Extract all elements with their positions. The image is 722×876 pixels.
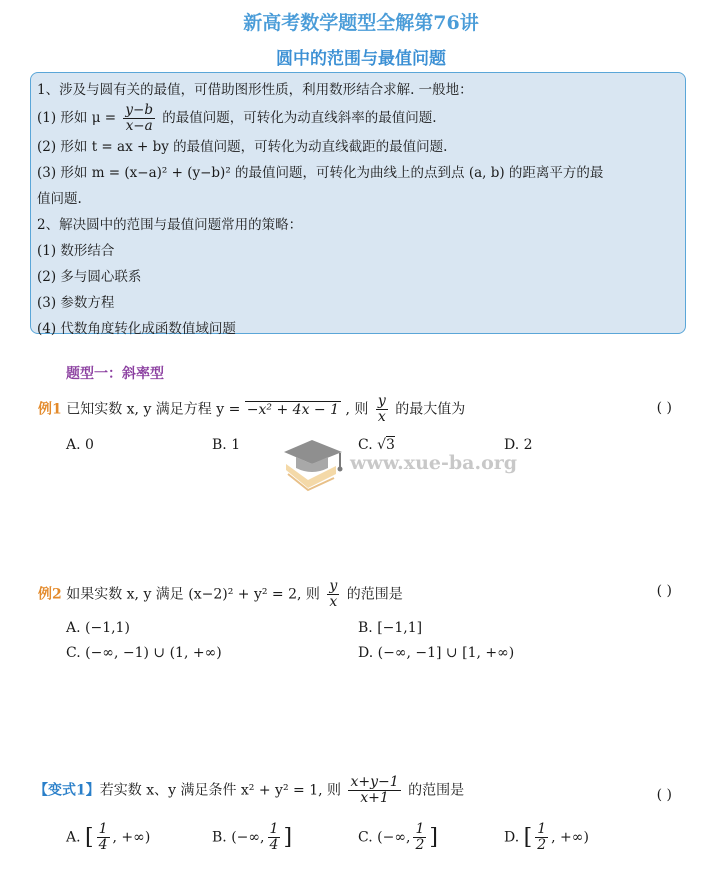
watermark [278, 430, 518, 500]
variant-1-option-c-letter: C. [358, 829, 373, 846]
question-2-option-b: B. [−1,1] [358, 620, 423, 636]
variant-1-option-b-fraction [268, 822, 281, 853]
variant-1-option-b-left: (−∞, [231, 829, 265, 846]
variant-1-option-d [504, 822, 589, 853]
variant-1-option-b-letter: B. [212, 829, 227, 846]
variant-1-option-d-right: , +∞) [551, 829, 589, 846]
question-1-post: 的最大值为 [395, 401, 466, 418]
variant-1-option-d-letter: D. [504, 829, 520, 846]
question-1-option-a: A. 0 [66, 437, 94, 453]
variant-1-fraction-num: x+y−1 [350, 774, 399, 790]
section-title: 题型一：斜率型 [66, 366, 164, 382]
summary-line-2-post: 的最值问题，可转化为动直线斜率的最值问题. [162, 110, 437, 126]
variant-1-post: 的范围是 [408, 782, 465, 799]
summary-line-2 [37, 103, 679, 134]
question-2-pre: 如果实数 x, y 满足 (x−2)² + y² = 2, 则 [61, 586, 320, 603]
variant-1-option-c [358, 822, 438, 853]
question-2-option-a: A. (−1,1) [66, 620, 130, 636]
summary-line-1: 1、涉及与圆有关的最值，可借助图形性质，利用数形结合求解. 一般地： [37, 82, 473, 98]
variant-1-option-c-num: 1 [415, 821, 425, 837]
question-2-fraction-den: x [329, 594, 338, 610]
variant-1-option-a [66, 822, 150, 853]
question-1-option-c-val: 3 [386, 437, 395, 453]
summary-line-10: (4) 代数角度转化成函数值域问题 [37, 321, 236, 337]
page-title: 新高考数学题型全解第76讲 [243, 12, 479, 34]
slope-fraction [123, 103, 155, 134]
variant-1-option-b-num: 1 [269, 821, 279, 837]
variant-1-fraction-den: x+1 [360, 790, 389, 806]
question-1-sqrt: −x² + 4x − 1 [246, 401, 340, 418]
question-1-mid: , 则 [341, 401, 369, 418]
variant-1-option-d-den: 2 [537, 837, 547, 853]
summary-line-5: 值问题. [37, 191, 82, 207]
question-1-option-b: B. 1 [212, 437, 241, 453]
variant-1-label: 【变式1】 [34, 782, 100, 799]
variant-1-option-a-left: [ [85, 825, 94, 850]
question-2-option-c: C. (−∞, −1) ∪ (1, +∞) [66, 645, 222, 661]
summary-line-2-pre: (1) 形如 μ = [37, 110, 117, 126]
variant-1 [34, 775, 464, 806]
question-1-label: 例1 [38, 401, 62, 418]
variant-1-option-c-fraction [413, 822, 426, 853]
summary-line-9: (3) 参数方程 [37, 295, 115, 311]
question-1-fraction-den: x [377, 409, 386, 425]
page-subtitle: 圆中的范围与最值问题 [276, 49, 446, 69]
variant-1-option-d-left: [ [523, 825, 533, 850]
variant-1-option-a-den: 4 [98, 837, 108, 853]
graduation-cap-icon [278, 430, 348, 500]
variant-1-option-a-letter: A. [66, 829, 81, 846]
variant-1-option-b-den: 4 [269, 837, 279, 853]
summary-line-4: (3) 形如 m = (x−a)² + (y−b)² 的最值问题，可转化为曲线上的点到点 (a, b) 的距离平方的最 [37, 165, 604, 181]
summary-box [30, 72, 686, 337]
summary-line-7: (1) 数形结合 [37, 243, 115, 259]
variant-1-option-c-den: 2 [415, 837, 425, 853]
question-1-answer-blank: ( ) [656, 400, 672, 416]
question-2-option-d: D. (−∞, −1] ∪ [1, +∞) [358, 645, 515, 661]
question-2-fraction [327, 579, 339, 610]
summary-line-8: (2) 多与圆心联系 [37, 269, 142, 285]
question-2-fraction-num: y [329, 578, 338, 594]
variant-1-option-c-right: ] [429, 825, 438, 850]
summary-line-3: (2) 形如 t = ax + by 的最值问题，可转化为动直线截距的最值问题. [37, 139, 448, 155]
variant-1-fraction [348, 775, 400, 806]
slope-fraction-num: y−b [125, 102, 153, 118]
variant-1-option-d-fraction [535, 822, 548, 853]
question-1-fraction-num: y [377, 393, 386, 409]
variant-1-option-a-fraction [97, 822, 110, 853]
variant-1-option-a-right: , +∞) [112, 829, 151, 846]
variant-1-option-c-left: (−∞, [377, 829, 411, 846]
summary-line-6: 2、解决圆中的范围与最值问题常用的策略： [37, 217, 303, 233]
question-1-option-c-pre: C. √ [358, 437, 387, 453]
question-2 [38, 579, 403, 610]
variant-1-answer-blank: ( ) [656, 787, 672, 803]
question-2-answer-blank: ( ) [656, 583, 672, 599]
question-1-fraction [376, 394, 388, 425]
question-1-option-d: D. 2 [504, 437, 533, 453]
question-1 [38, 394, 465, 425]
question-2-post: 的范围是 [346, 586, 403, 603]
variant-1-option-b-right: ] [283, 825, 293, 850]
question-1-pre: 已知实数 x, y 满足方程 y = [61, 401, 245, 418]
variant-1-option-b [212, 822, 292, 853]
slope-fraction-den: x−a [125, 118, 153, 134]
variant-1-pre: 若实数 x、y 满足条件 x² + y² = 1, 则 [99, 782, 342, 799]
variant-1-option-a-num: 1 [98, 821, 108, 837]
watermark-text: www.xue-ba.org [350, 452, 518, 474]
question-2-label: 例2 [38, 586, 62, 603]
variant-1-option-d-num: 1 [537, 821, 547, 837]
